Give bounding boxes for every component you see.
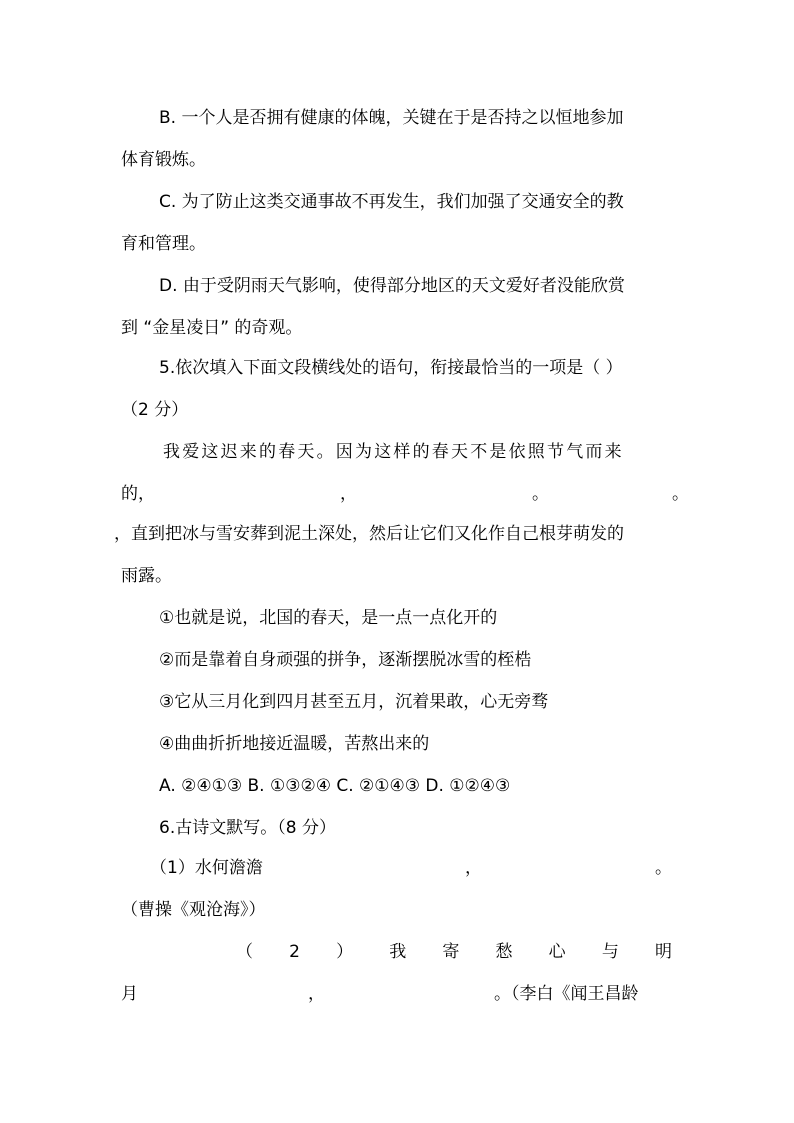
poem-2-char: ） [336,942,354,962]
poem-2-comma: ， [308,984,325,1004]
poem-2-spread-line [236,940,672,964]
poem-2-char: （ [236,942,253,962]
passage-line2-comma: ， [340,484,357,504]
sentence-item-2: ②而是靠着自身顽强的拼争，逐渐摆脱冰雪的桎梏 [159,650,532,670]
poem-2-char: 愁 [495,942,513,962]
sentence-item-1: ①也就是说，北国的春天，是一点一点化开的 [159,608,498,628]
poem-2-end: 。（李白《闻王昌龄 [494,984,639,1004]
sentence-item-4: ④曲曲折折地接近温暖，苦熬出来的 [159,734,430,754]
question-6-stem: 6.古诗文默写。（8 分） [159,818,336,838]
passage-line4: 雨露。 [121,566,172,586]
poem-2-char: 明 [654,942,672,962]
passage-line1: 我爱这迟来的春天。因为这样的春天不是依照节气而来 [163,442,624,462]
poem-1-source: （曹操《观沧海》） [121,900,266,920]
option-b-line1: B. 一个人是否拥有健康的体魄，关键在于是否持之以恒地参加 [159,108,624,128]
poem-1-comma: ， [465,858,482,878]
poem-1-start: （1）水何澹澹 [150,858,263,878]
passage-line3: ，直到把冰与雪安葬到泥土深处，然后让它们又化作自己根芽萌发的 [114,524,624,544]
poem-2-start: 月 [121,984,138,1004]
option-d-line1: D. 由于受阴雨天气影响，使得部分地区的天文爱好者没能欣赏 [159,276,625,296]
question-5-stem: 5.依次填入下面文段横线处的语句，衔接最恰当的一项是（ ） [159,358,623,378]
passage-line2-period2: 。 [672,484,689,504]
option-c-line1: C. 为了防止这类交通事故不再发生，我们加强了交通安全的教 [159,192,624,212]
option-d-line2: 到 “金星凌日” 的奇观。 [121,318,303,338]
passage-line2-period1: 。 [532,484,549,504]
passage-line2-start: 的， [121,484,155,504]
poem-2-char: 寄 [442,942,460,962]
poem-1-period: 。 [655,858,672,878]
poem-2-char: 2 [289,942,300,962]
question-5-score: （2 分） [121,400,189,420]
option-b-line2: 体育锻炼。 [121,150,206,170]
sentence-item-3: ③它从三月化到四月甚至五月，沉着果敢，心无旁骛 [159,692,549,712]
question-5-choices: A. ②④①③ B. ①③②④ C. ②①④③ D. ①②④③ [159,776,511,796]
poem-2-char: 心 [548,942,566,962]
poem-2-char: 我 [389,942,407,962]
option-c-line2: 育和管理。 [121,234,206,254]
poem-2-char: 与 [601,942,619,962]
